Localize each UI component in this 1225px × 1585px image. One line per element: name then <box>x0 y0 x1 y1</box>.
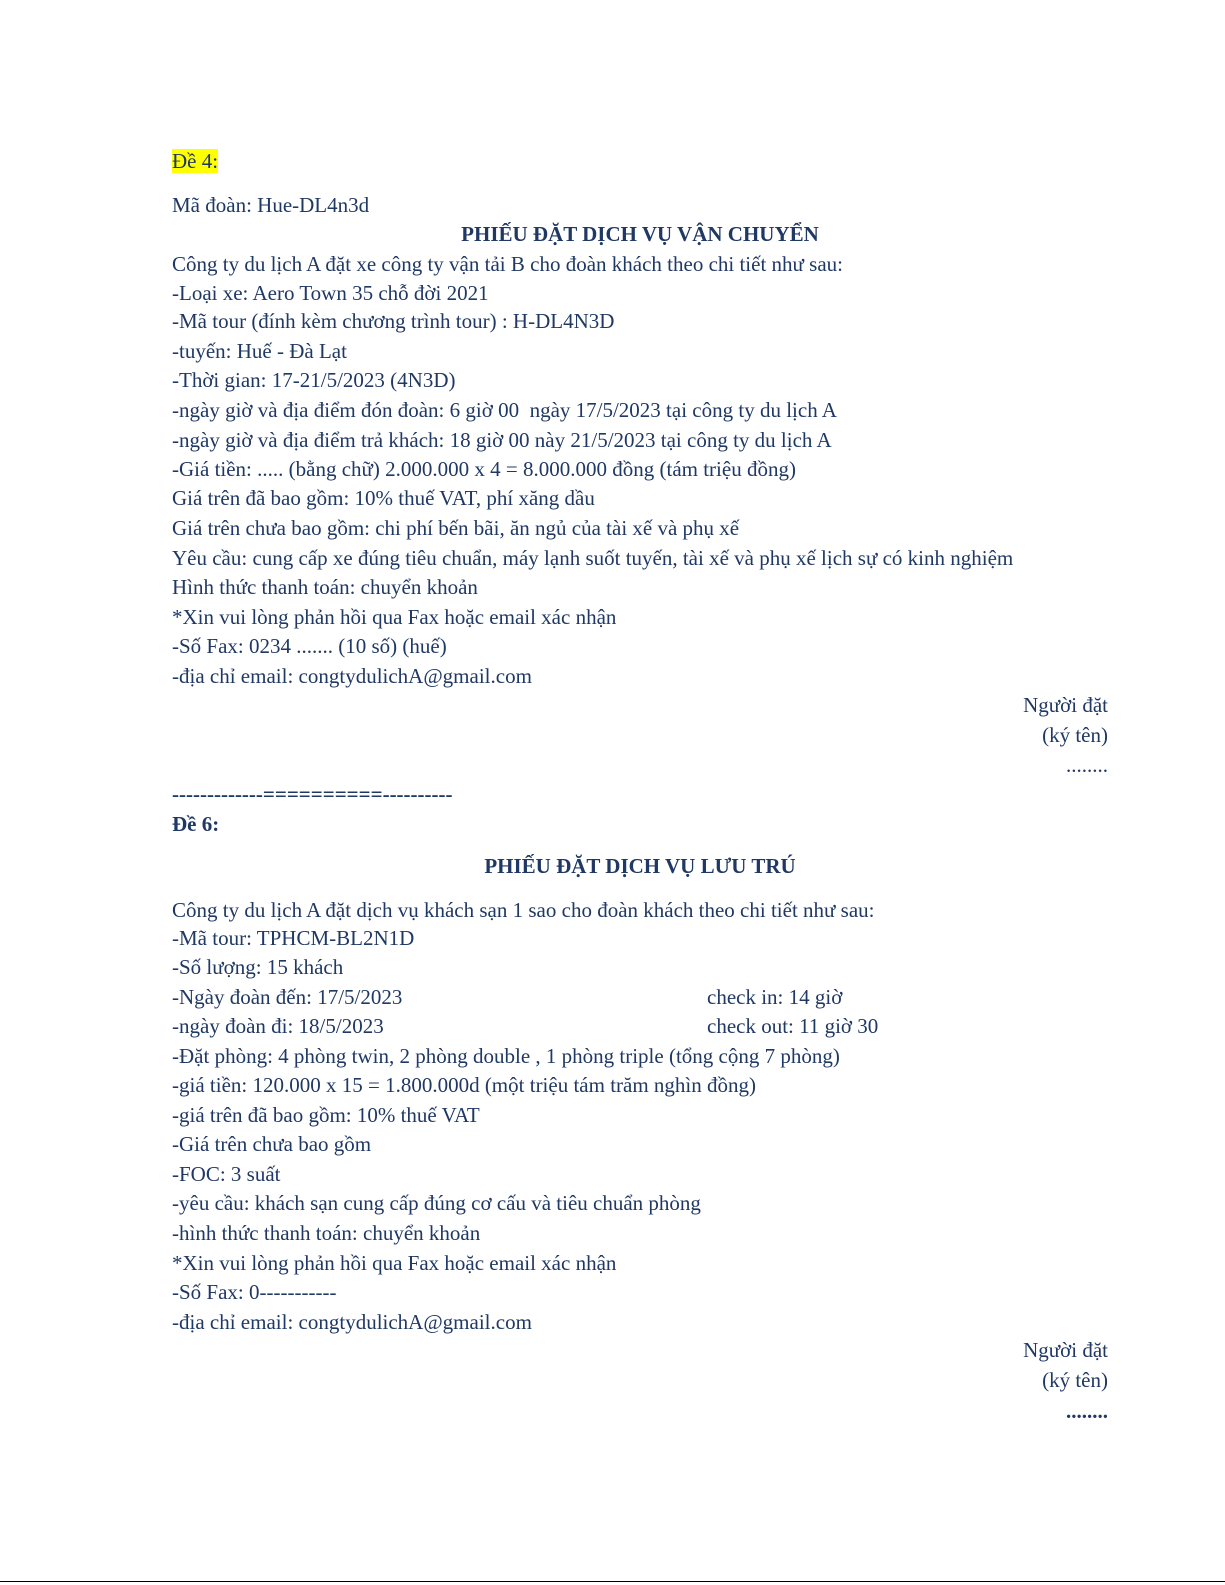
section2-intro: Công ty du lịch A đặt dịch vụ khách sạn 1 sao cho đoàn khách theo chi tiết như sau: <box>172 898 875 922</box>
section2-line: -yêu cầu: khách sạn cung cấp đúng cơ cấu và tiêu chuẩn phòng <box>172 1191 701 1215</box>
section1-line: -Thời gian: 17-21/5/2023 (4N3D) <box>172 368 456 392</box>
section2-sign-dots: ........ <box>1066 1399 1108 1423</box>
section1-line: -Số Fax: 0234 ....... (10 số) (huế) <box>172 634 447 658</box>
section2-line: -Giá trên chưa bao gồm <box>172 1132 372 1156</box>
section1-sign-note: (ký tên) <box>1042 723 1108 747</box>
section2-check-out: check out: 11 giờ 30 <box>707 1014 879 1038</box>
section1-signer: Người đặt <box>1023 693 1108 717</box>
section2-departure: -ngày đoàn đi: 18/5/2023 <box>172 1014 384 1038</box>
section1-sign-dots: ........ <box>1066 753 1108 777</box>
section2-line: -Số Fax: 0----------- <box>172 1280 337 1304</box>
section2-quantity: -Số lượng: 15 khách <box>172 955 344 979</box>
section2-heading: Đề 6: <box>172 812 220 836</box>
section2-line: *Xin vui lòng phản hồi qua Fax hoặc email xác nhận <box>172 1251 617 1275</box>
section1-line: Yêu cầu: cung cấp xe đúng tiêu chuẩn, máy lạnh suốt tuyến, tài xế và phụ xế lịch sự có kinh nghiệm <box>172 546 1014 570</box>
section2-email: -địa chỉ email: congtydulichA@gmail.com <box>172 1310 532 1334</box>
section1-line: *Xin vui lòng phản hồi qua Fax hoặc email xác nhận <box>172 605 617 629</box>
group-code: Mã đoàn: Hue-DL4n3d <box>172 193 370 217</box>
section1-line: -ngày giờ và địa điểm trả khách: 18 giờ 00 này 21/5/2023 tại công ty du lịch A <box>172 428 832 452</box>
section1-line: -Mã tour (đính kèm chương trình tour) : H-DL4N3D <box>172 309 615 333</box>
section1-line: Giá trên chưa bao gồm: chi phí bến bãi, ăn ngủ của tài xế và phụ xế <box>172 516 740 540</box>
section1-line: -tuyến: Huế - Đà Lạt <box>172 339 347 363</box>
section1-line: Giá trên đã bao gồm: 10% thuế VAT, phí xăng dầu <box>172 486 595 510</box>
section2-line: -FOC: 3 suất <box>172 1162 281 1186</box>
section2-check-in: check in: 14 giờ <box>707 985 843 1009</box>
section1-line: Hình thức thanh toán: chuyển khoản <box>172 575 478 599</box>
section2-sign-note: (ký tên) <box>1042 1368 1108 1392</box>
section2-line: -Đặt phòng: 4 phòng twin, 2 phòng double , 1 phòng triple (tổng cộng 7 phòng) <box>172 1044 840 1068</box>
section2-line: -giá tiền: 120.000 x 15 = 1.800.000d (một triệu tám trăm nghìn đồng) <box>172 1073 757 1097</box>
lodging-form-title: PHIẾU ĐẶT DỊCH VỤ LƯU TRÚ <box>484 854 796 878</box>
section2-tour-code: -Mã tour: TPHCM-BL2N1D <box>172 926 415 950</box>
transport-form-title: PHIẾU ĐẶT DỊCH VỤ VẬN CHUYỂN <box>461 222 819 246</box>
section-separator: -------------==========---------- <box>172 782 453 806</box>
section1-line: Công ty du lịch A đặt xe công ty vận tải B cho đoàn khách theo chi tiết như sau: <box>172 252 844 276</box>
section2-arrival: -Ngày đoàn đến: 17/5/2023 <box>172 985 403 1009</box>
section2-line: -hình thức thanh toán: chuyển khoản <box>172 1221 481 1245</box>
section2-line: -giá trên đã bao gồm: 10% thuế VAT <box>172 1103 480 1127</box>
section1-heading-text: Đề 4: <box>172 149 219 173</box>
page-bottom-border <box>0 1581 1225 1582</box>
section1-email: -địa chỉ email: congtydulichA@gmail.com <box>172 664 532 688</box>
section2-signer: Người đặt <box>1023 1338 1108 1362</box>
section1-heading <box>172 148 218 174</box>
section1-line: -ngày giờ và địa điểm đón đoàn: 6 giờ 00 ngày 17/5/2023 tại công ty du lịch A <box>172 398 837 422</box>
section1-line: -Giá tiền: ..... (bằng chữ) 2.000.000 x 4 = 8.000.000 đồng (tám triệu đồng) <box>172 457 796 481</box>
section1-line: -Loại xe: Aero Town 35 chỗ đời 2021 <box>172 281 489 305</box>
